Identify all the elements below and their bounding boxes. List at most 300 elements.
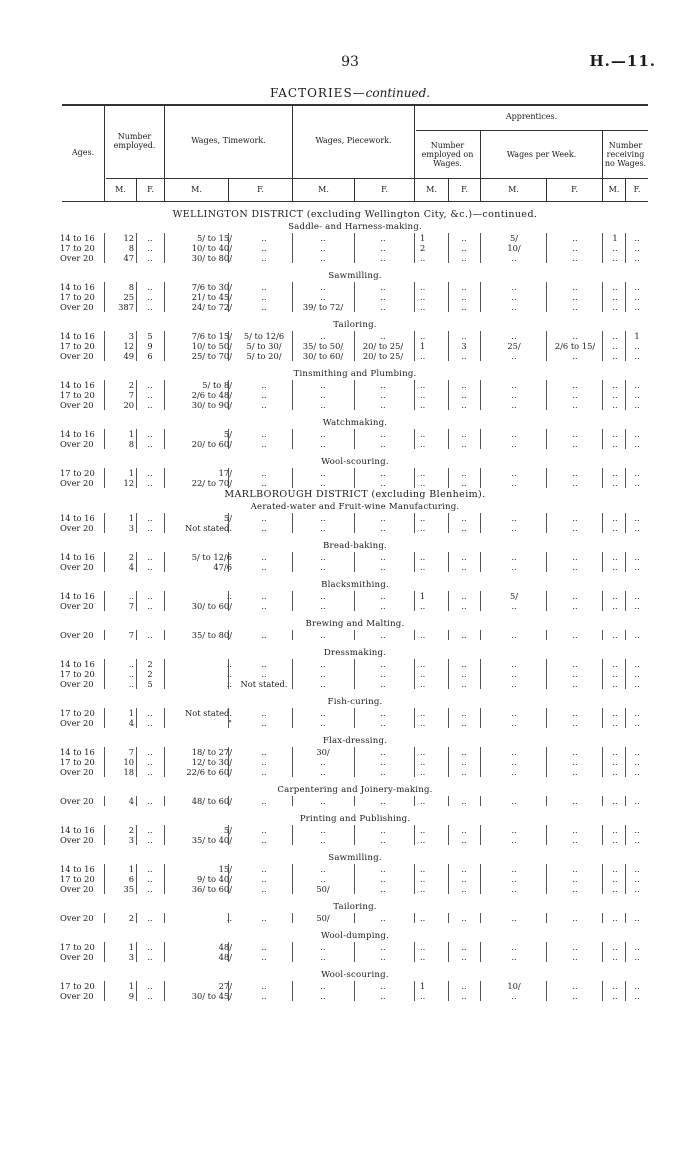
cell-af: .. (461, 351, 467, 361)
cell-age: Over 20 (60, 400, 94, 410)
cell-f: .. (147, 991, 153, 1001)
cell-pf: .. (380, 302, 386, 312)
cell-tf: .. (261, 390, 267, 400)
column-rule (292, 341, 293, 351)
cell-f: .. (147, 233, 153, 243)
cell-nf: .. (634, 523, 640, 533)
cell-wm: .. (511, 708, 517, 718)
header-f: F. (381, 185, 388, 195)
running-title-main: FACTORIES— (269, 86, 366, 100)
column-rule (164, 513, 165, 523)
cell-age: 17 to 20 (60, 292, 95, 302)
cell-pm: .. (320, 468, 326, 478)
cell-wf: .. (572, 669, 578, 679)
cell-af: .. (461, 708, 467, 718)
column-rule (414, 913, 415, 923)
industry-heading: Blacksmithing. (321, 580, 389, 590)
cell-nf: .. (634, 669, 640, 679)
industry-heading: Wool-dumping. (320, 931, 390, 941)
cell-tf: .. (261, 757, 267, 767)
column-rule (480, 341, 481, 351)
column-rule (414, 468, 415, 478)
cell-wf: .. (572, 718, 578, 728)
cell-pm: .. (320, 292, 326, 302)
cell-wf: .. (572, 757, 578, 767)
cell-nm: .. (612, 390, 618, 400)
table-row (62, 952, 648, 962)
cell-tf: .. (261, 523, 267, 533)
cell-f: .. (147, 302, 153, 312)
cell-wm: .. (511, 659, 517, 669)
cell-age: 14 to 16 (60, 233, 95, 243)
cell-f: 2 (147, 659, 153, 669)
cell-tf: .. (261, 835, 267, 845)
cell-nm: .. (612, 864, 618, 874)
column-rule (104, 757, 105, 767)
cell-pf: .. (380, 478, 386, 488)
cell-tf: .. (261, 429, 267, 439)
column-rule (104, 233, 105, 243)
cell-m: 4 (128, 562, 134, 572)
cell-tm: 30/ to 80/ (191, 253, 232, 263)
column-rule (414, 679, 415, 689)
cell-wm: .. (511, 884, 517, 894)
cell-tf: .. (261, 630, 267, 640)
table-body (62, 208, 648, 1001)
column-rule (164, 601, 165, 611)
column-rule (164, 400, 165, 410)
table-row (62, 341, 648, 351)
cell-tm: 10/ to 40/ (191, 243, 232, 253)
column-rule (136, 390, 137, 400)
cell-wf: .. (572, 552, 578, 562)
column-rule (104, 718, 105, 728)
column-rule (414, 747, 415, 757)
cell-age: Over 20 (60, 952, 94, 962)
cell-m: 12 (123, 341, 134, 351)
column-rule (136, 282, 137, 292)
header-f: F. (571, 185, 578, 195)
cell-nf: .. (634, 708, 640, 718)
column-rule (292, 991, 293, 1001)
column-rule (292, 757, 293, 767)
cell-nf: .. (634, 884, 640, 894)
table-row (62, 429, 648, 439)
industry-heading: Dressmaking. (323, 648, 387, 658)
cell-af: .. (461, 659, 467, 669)
cell-wf: .. (572, 913, 578, 923)
cell-nf: .. (634, 552, 640, 562)
cell-am: .. (420, 659, 426, 669)
cell-age: 14 to 16 (60, 825, 95, 835)
cell-af: .. (461, 679, 467, 689)
cell-f: .. (147, 562, 153, 572)
column-rule (414, 884, 415, 894)
column-rule (480, 884, 481, 894)
cell-wf: .. (572, 468, 578, 478)
column-rule (292, 233, 293, 243)
cell-wm: 10/ (507, 981, 521, 991)
cell-af: .. (461, 942, 467, 952)
cell-f: .. (147, 884, 153, 894)
column-rule (104, 341, 105, 351)
cell-nm: .. (612, 513, 618, 523)
cell-am: .. (420, 302, 426, 312)
column-rule (136, 630, 137, 640)
column-rule (414, 552, 415, 562)
cell-f: .. (147, 513, 153, 523)
cell-f: .. (147, 874, 153, 884)
cell-pf: .. (380, 981, 386, 991)
industry-heading: Wool-scouring. (321, 970, 389, 980)
column-rule (164, 390, 165, 400)
cell-tm: 48/ to 60/ (191, 796, 232, 806)
cell-f: .. (147, 767, 153, 777)
column-rule (292, 669, 293, 679)
industry-heading: Tailoring. (333, 320, 377, 330)
table-row (62, 562, 648, 572)
cell-nf: .. (634, 390, 640, 400)
cell-f: .. (147, 400, 153, 410)
cell-am: .. (420, 796, 426, 806)
cell-nf: .. (634, 659, 640, 669)
cell-wm: .. (511, 253, 517, 263)
cell-tf: 5/ to 20/ (246, 351, 282, 361)
cell-tm: 2/6 to 48/ (191, 390, 232, 400)
column-rule (292, 981, 293, 991)
cell-pm: .. (320, 591, 326, 601)
cell-af: .. (461, 552, 467, 562)
header-number-employed: Number employed. (113, 131, 156, 150)
cell-pf: .. (380, 439, 386, 449)
column-rule (292, 718, 293, 728)
column-rule (164, 659, 165, 669)
column-rule (480, 991, 481, 1001)
column-rule (164, 679, 165, 689)
column-rule (480, 601, 481, 611)
column-rule (292, 630, 293, 640)
column-rule (136, 302, 137, 312)
cell-tf: .. (261, 796, 267, 806)
column-rule (104, 591, 105, 601)
column-rule (480, 243, 481, 253)
column-rule (104, 835, 105, 845)
cell-tf: 5/ to 12/6 (243, 331, 285, 341)
cell-pf: .. (380, 562, 386, 572)
cell-f: .. (147, 981, 153, 991)
table-row (62, 884, 648, 894)
cell-wf: .. (572, 400, 578, 410)
column-rule (164, 591, 165, 601)
table-row (62, 630, 648, 640)
cell-pf: 20/ to 25/ (362, 351, 404, 361)
table-row (62, 591, 648, 601)
column-rule (414, 659, 415, 669)
cell-pm: .. (320, 952, 326, 962)
cell-pf: .. (380, 429, 386, 439)
cell-nm: .. (612, 981, 618, 991)
cell-am: .. (420, 884, 426, 894)
cell-tf: .. (261, 253, 267, 263)
column-rule (164, 669, 165, 679)
cell-am: .. (420, 991, 426, 1001)
column-rule (480, 513, 481, 523)
cell-nm: .. (612, 747, 618, 757)
column-rule (292, 478, 293, 488)
cell-f: 5 (147, 331, 153, 341)
cell-f: .. (147, 253, 153, 263)
cell-nf: .. (634, 942, 640, 952)
cell-m: 7 (128, 390, 134, 400)
cell-m: 12 (123, 478, 134, 488)
cell-am: .. (420, 292, 426, 302)
column-rule (480, 630, 481, 640)
cell-pm: .. (320, 630, 326, 640)
header-ages: Ages. (71, 147, 95, 157)
cell-tf: .. (261, 562, 267, 572)
cell-age: Over 20 (60, 796, 94, 806)
cell-wf: .. (572, 942, 578, 952)
industry-heading: Sawmilling. (328, 853, 382, 863)
cell-tm: .. (226, 659, 232, 669)
column-rule (136, 439, 137, 449)
cell-wm: .. (511, 796, 517, 806)
cell-nf: .. (634, 864, 640, 874)
column-rule (136, 523, 137, 533)
cell-age: Over 20 (60, 767, 94, 777)
cell-f: .. (147, 942, 153, 952)
cell-nm: .. (612, 874, 618, 884)
cell-pm: .. (320, 233, 326, 243)
cell-tm: .. (226, 679, 232, 689)
column-rule (292, 302, 293, 312)
cell-tm: 5/ (223, 429, 232, 439)
cell-age: Over 20 (60, 439, 94, 449)
header-m: M. (115, 185, 126, 195)
column-rule (292, 884, 293, 894)
cell-af: .. (461, 400, 467, 410)
cell-wm: .. (511, 513, 517, 523)
cell-pf: .. (380, 243, 386, 253)
cell-nm: .. (612, 884, 618, 894)
cell-tf: .. (261, 767, 267, 777)
column-rule (104, 478, 105, 488)
cell-wf: .. (572, 796, 578, 806)
column-rule (104, 351, 105, 361)
cell-nf: 1 (634, 331, 640, 341)
cell-m: 2 (128, 913, 134, 923)
cell-wf: .. (572, 380, 578, 390)
cell-pm: .. (320, 390, 326, 400)
cell-tm: 27/ (218, 981, 232, 991)
cell-age: 17 to 20 (60, 757, 95, 767)
column-rule (480, 233, 481, 243)
column-rule (136, 601, 137, 611)
cell-wm: .. (511, 757, 517, 767)
cell-am: .. (420, 630, 426, 640)
cell-wf: .. (572, 884, 578, 894)
cell-age: 17 to 20 (60, 341, 95, 351)
cell-tf: .. (261, 747, 267, 757)
column-rule (136, 468, 137, 478)
cell-am: 1 (420, 233, 426, 243)
table-row (62, 874, 648, 884)
column-rule (414, 341, 415, 351)
cell-pm: .. (320, 659, 326, 669)
column-rule (292, 942, 293, 952)
cell-wm: .. (511, 601, 517, 611)
cell-m: 1 (128, 942, 134, 952)
cell-age: 14 to 16 (60, 747, 95, 757)
cell-f: 5 (147, 679, 153, 689)
cell-pf: .. (380, 825, 386, 835)
column-rule (104, 429, 105, 439)
cell-af: .. (461, 757, 467, 767)
cell-age: Over 20 (60, 718, 94, 728)
cell-nm: .. (612, 991, 618, 1001)
cell-am: .. (420, 552, 426, 562)
cell-nf: .. (634, 991, 640, 1001)
cell-am: .. (420, 351, 426, 361)
cell-pf: .. (380, 552, 386, 562)
column-rule (104, 991, 105, 1001)
cell-m: 7 (128, 747, 134, 757)
column-rule (164, 874, 165, 884)
column-rule (480, 468, 481, 478)
cell-wm: .. (511, 380, 517, 390)
cell-am: .. (420, 757, 426, 767)
column-rule (104, 874, 105, 884)
column-rule (414, 523, 415, 533)
column-rule (292, 468, 293, 478)
cell-tm: .. (226, 669, 232, 679)
column-rule (136, 513, 137, 523)
column-rule (480, 942, 481, 952)
cell-pm: .. (320, 439, 326, 449)
cell-af: .. (461, 253, 467, 263)
cell-age: 17 to 20 (60, 874, 95, 884)
cell-pf: .. (380, 233, 386, 243)
column-rule (480, 253, 481, 263)
column-rule (104, 562, 105, 572)
cell-pf: .. (380, 669, 386, 679)
cell-pm: .. (320, 796, 326, 806)
table-row (62, 835, 648, 845)
header-app-no-wages: Number receiving no Wages. (604, 140, 647, 169)
cell-wm: .. (511, 351, 517, 361)
cell-m: 3 (128, 835, 134, 845)
cell-wm: .. (511, 468, 517, 478)
cell-age: 14 to 16 (60, 429, 95, 439)
cell-pm: .. (320, 718, 326, 728)
cell-pf: .. (380, 864, 386, 874)
cell-tm: 5/ (223, 513, 232, 523)
cell-tf: .. (261, 282, 267, 292)
cell-nm: .. (612, 669, 618, 679)
cell-nm: .. (612, 718, 618, 728)
industry-heading: Saddle- and Harness-making. (288, 222, 422, 232)
table-row (62, 796, 648, 806)
column-rule (292, 913, 293, 923)
cell-wf: .. (572, 874, 578, 884)
cell-nf: .. (634, 562, 640, 572)
column-rule (480, 562, 481, 572)
cell-f: .. (147, 292, 153, 302)
cell-m: 6 (128, 874, 134, 884)
column-rule (164, 708, 165, 718)
column-rule (292, 835, 293, 845)
cell-tm: 22/6 to 60/ (186, 767, 232, 777)
cell-f: .. (147, 913, 153, 923)
cell-af: .. (461, 302, 467, 312)
header-wages-timework: Wages, Timework. (191, 136, 266, 146)
table-row (62, 767, 648, 777)
cell-am: .. (420, 913, 426, 923)
industry-heading: Flax-dressing. (322, 736, 388, 746)
cell-nf: .. (634, 952, 640, 962)
cell-wm: .. (511, 390, 517, 400)
running-title (0, 86, 700, 100)
column-rule (480, 380, 481, 390)
column-rule (164, 331, 165, 341)
cell-wf: .. (572, 562, 578, 572)
cell-nm: .. (612, 282, 618, 292)
column-rule (136, 874, 137, 884)
column-rule (414, 253, 415, 263)
cell-wf: .. (572, 331, 578, 341)
column-rule (164, 864, 165, 874)
cell-af: .. (461, 468, 467, 478)
cell-wm: .. (511, 718, 517, 728)
column-rule (136, 562, 137, 572)
column-rule (164, 757, 165, 767)
cell-m: 1 (128, 708, 134, 718)
cell-age: Over 20 (60, 562, 94, 572)
column-rule (414, 429, 415, 439)
cell-tm: 48/ (218, 942, 232, 952)
cell-f: .. (147, 429, 153, 439)
column-rule (164, 796, 165, 806)
cell-age: Over 20 (60, 253, 94, 263)
cell-af: .. (461, 630, 467, 640)
cell-tm: 25/ to 70/ (191, 351, 232, 361)
cell-age: 14 to 16 (60, 380, 95, 390)
cell-m: 12 (123, 233, 134, 243)
column-rule (136, 552, 137, 562)
cell-am: .. (420, 400, 426, 410)
cell-age: Over 20 (60, 835, 94, 845)
column-rule (136, 400, 137, 410)
column-rule (480, 302, 481, 312)
column-rule (136, 991, 137, 1001)
cell-m: 49 (123, 351, 134, 361)
cell-am: .. (420, 708, 426, 718)
column-rule (104, 601, 105, 611)
cell-tm: 35/ to 40/ (191, 835, 232, 845)
cell-m: .. (128, 669, 134, 679)
cell-pm: .. (320, 981, 326, 991)
cell-tm: 7/6 to 15/ (191, 331, 232, 341)
cell-am: .. (420, 835, 426, 845)
column-rule (414, 478, 415, 488)
cell-age: 14 to 16 (60, 659, 95, 669)
table-row (62, 243, 648, 253)
cell-tm: 30/ to 60/ (191, 601, 232, 611)
table-row (62, 390, 648, 400)
column-rule (480, 825, 481, 835)
column-rule (164, 991, 165, 1001)
column-rule (292, 523, 293, 533)
